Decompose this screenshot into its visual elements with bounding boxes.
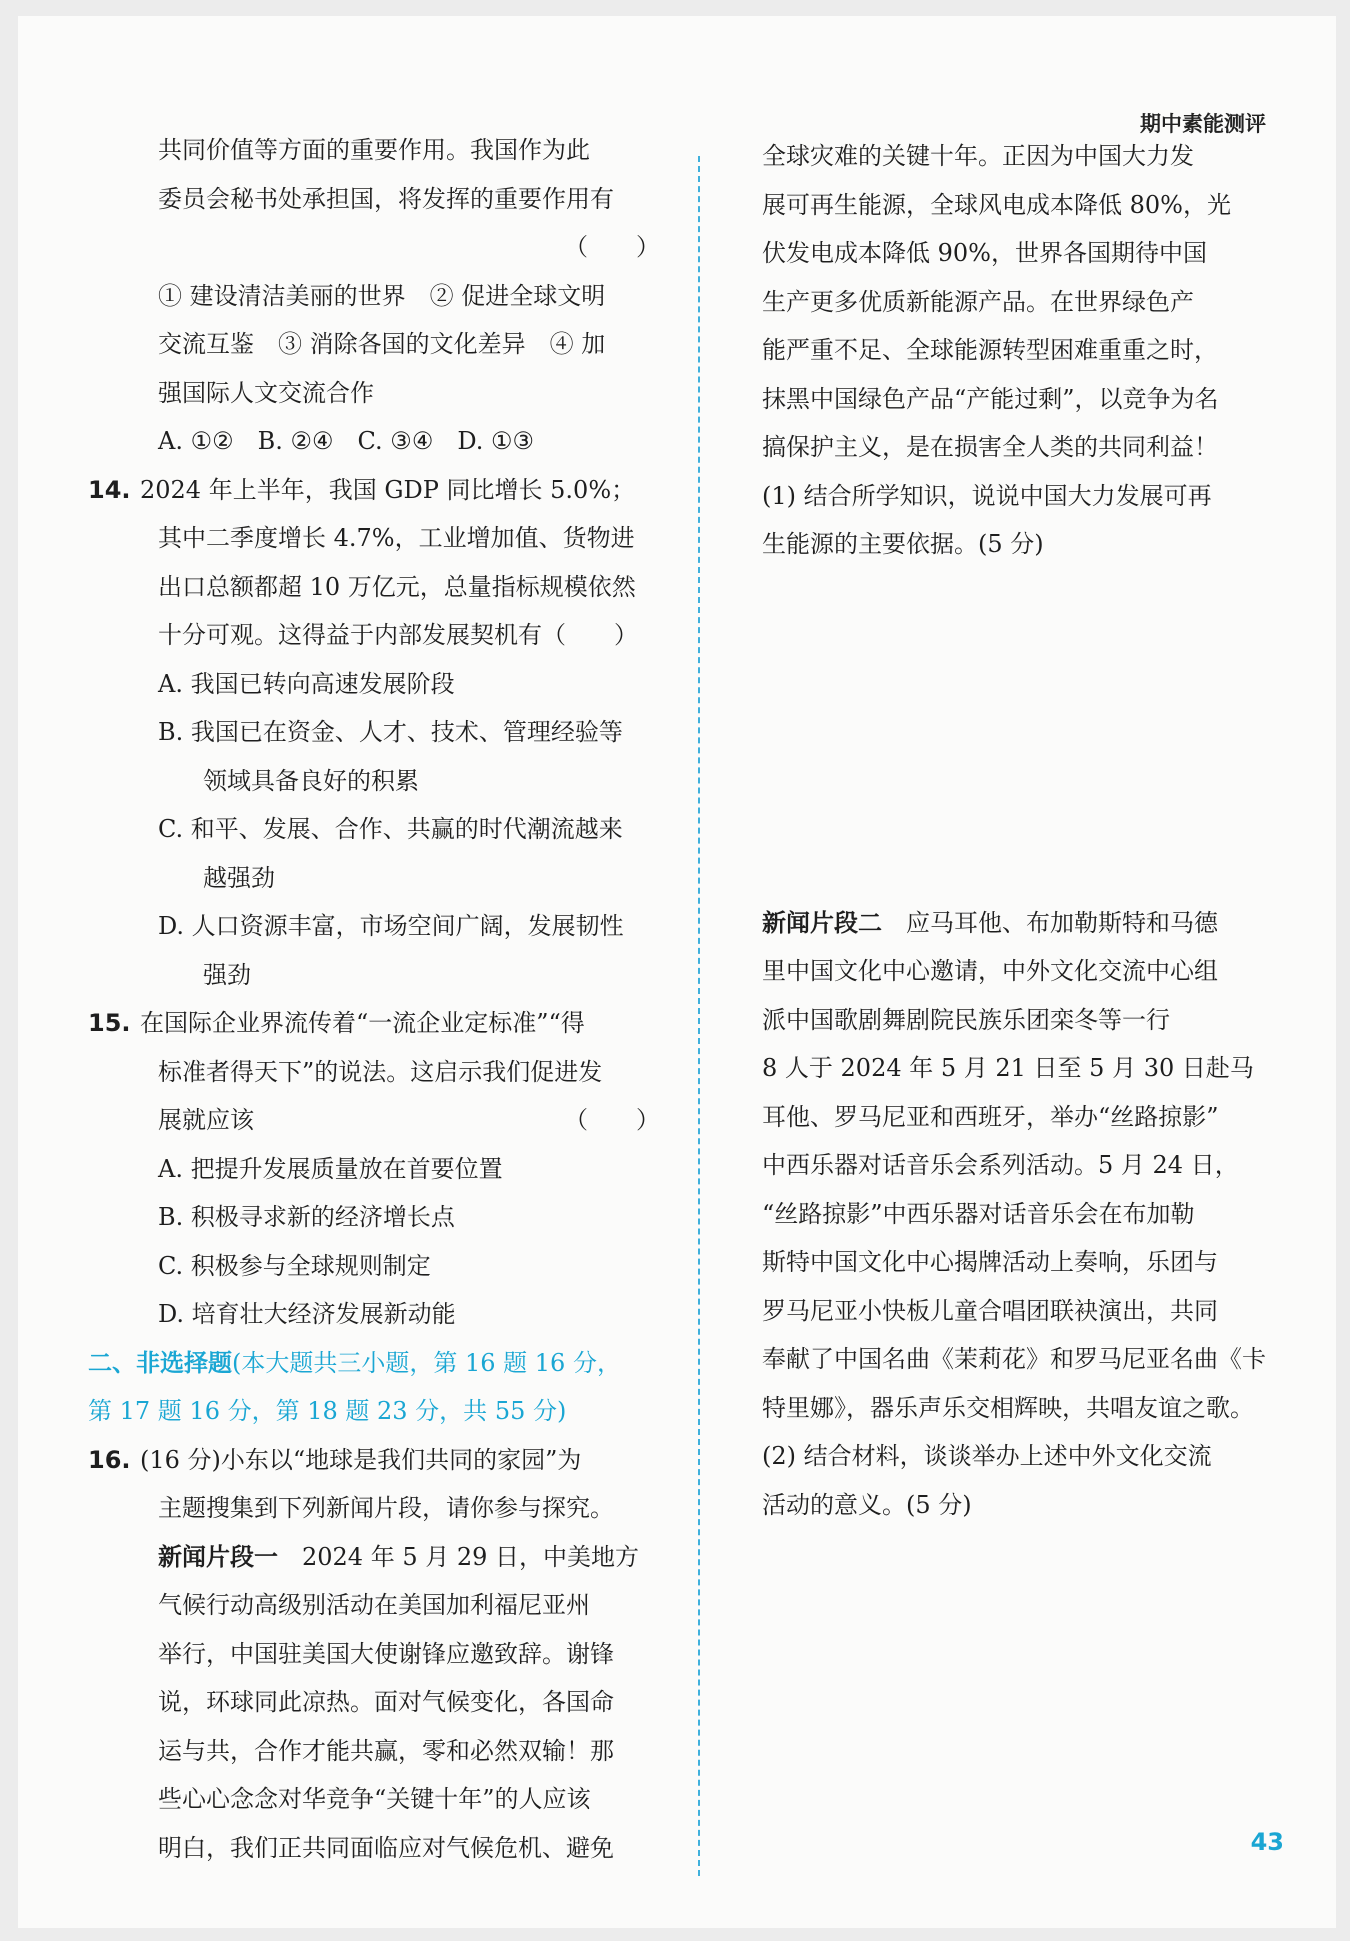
news-2 [762, 899, 1302, 1433]
answer-parentheses: （ ） [564, 233, 660, 261]
text-line: 展就应该 [158, 1106, 254, 1134]
text-line: 8 人于 2024 年 5 月 21 日至 5 月 30 日赴马 [762, 1054, 1254, 1082]
text-line: 明白，我们正共同面临应对气候危机、避免 [158, 1833, 614, 1862]
page-header: 期中素能测评 [1140, 112, 1266, 136]
option-b-cont: 领域具备良好的积累 [203, 766, 419, 795]
q13-options: A. ①② B. ②④ C. ③④ D. ①③ [158, 427, 535, 455]
question-16 [88, 1436, 678, 1873]
text-line: 派中国歌剧舞剧院民族乐团栾冬等一行 [762, 1005, 1170, 1034]
right-column [762, 132, 1302, 1529]
text-line: 气候行动高级别活动在美国加利福尼亚州 [158, 1591, 590, 1619]
answer-parentheses: （ ） [564, 1106, 660, 1134]
text-line: 中西乐器对话音乐会系列活动。5 月 24 日， [762, 1151, 1239, 1179]
option-c: C. 和平、发展、合作、共赢的时代潮流越来 [158, 815, 623, 843]
sub-question-2 [762, 1432, 1302, 1529]
text-line: 交流互鉴 ③ 消除各国的文化差异 ④ 加 [158, 330, 606, 358]
left-column [88, 126, 678, 1872]
news1-continuation [762, 132, 1302, 472]
section-note-cont: 第 17 题 16 分，第 18 题 23 分，共 55 分) [88, 1397, 567, 1425]
text-line: 特里娜》，器乐声乐交相辉映，共唱友谊之歌。 [762, 1393, 1254, 1422]
section-title: 二、非选择题 [88, 1348, 232, 1377]
q13-continuation [88, 126, 678, 466]
text-line: “丝路掠影”中西乐器对话音乐会在布加勒 [762, 1199, 1195, 1228]
text-line: (16 分)小东以“地球是我们共同的家园”为 [140, 1445, 582, 1474]
text-line: 斯特中国文化中心揭牌活动上奏响，乐团与 [762, 1248, 1218, 1276]
text-line: 伏发电成本降低 90%，世界各国期待中国 [762, 239, 1207, 267]
text-line: 十分可观。这得益于内部发展契机有（ ） [158, 621, 638, 649]
text-line: 应马耳他、布加勒斯特和马德 [906, 908, 1218, 937]
text-line: ① 建设清洁美丽的世界 ② 促进全球文明 [158, 281, 606, 310]
text-line: 2024 年 5 月 29 日，中美地方 [302, 1542, 640, 1571]
text-line: 耳他、罗马尼亚和西班牙，举办“丝路掠影” [762, 1102, 1219, 1131]
text-line: 出口总额都超 10 万亿元，总量指标规模依然 [158, 572, 636, 601]
text-line: 共同价值等方面的重要作用。我国作为此 [158, 136, 590, 164]
text-line: 抹黑中国绿色产品“产能过剩”，以竞争为名 [762, 384, 1219, 413]
text-line: 展可再生能源，全球风电成本降低 80%，光 [762, 190, 1231, 219]
text-line: 强国际人文交流合作 [158, 378, 374, 407]
section-note: (本大题共三小题，第 16 题 16 分， [232, 1348, 621, 1377]
option-a: A. 把提升发展质量放在首要位置 [158, 1154, 503, 1183]
text-line: 主题搜集到下列新闻片段，请你参与探究。 [158, 1494, 614, 1522]
text-line: 其中二季度增长 4.7%，工业增加值、货物进 [158, 524, 635, 552]
text-line: 举行，中国驻美国大使谢锋应邀致辞。谢锋 [158, 1639, 614, 1668]
option-b: B. 积极寻求新的经济增长点 [158, 1203, 455, 1231]
text-line: 生产更多优质新能源产品。在世界绿色产 [762, 287, 1194, 316]
news-label: 新闻片段一 [158, 1542, 278, 1571]
news-label: 新闻片段二 [762, 908, 882, 937]
option-d: D. 人口资源丰富，市场空间广阔，发展韧性 [158, 912, 624, 940]
option-b: B. 我国已在资金、人才、技术、管理经验等 [158, 718, 623, 746]
text-line: 生能源的主要依据。(5 分) [762, 530, 1044, 558]
text-line: 标准者得天下”的说法。这启示我们促进发 [158, 1057, 603, 1086]
text-line: (2) 结合材料，谈谈举办上述中外文化交流 [762, 1442, 1212, 1470]
document-page [18, 16, 1336, 1928]
text-line: 运与共，合作才能共赢，零和必然双输！那 [158, 1736, 614, 1765]
text-line: 些心心念念对华竞争“关键十年”的人应该 [158, 1785, 591, 1813]
text-line: 委员会秘书处承担国，将发挥的重要作用有 [158, 184, 614, 213]
text-line: 里中国文化中心邀请，中外文化交流中心组 [762, 957, 1218, 985]
answer-space-1 [762, 569, 1302, 899]
question-14 [88, 466, 678, 1000]
text-line: 活动的意义。(5 分) [762, 1490, 972, 1519]
question-number: 16. [88, 1445, 131, 1474]
text-line: 奉献了中国名曲《茉莉花》和罗马尼亚名曲《卡 [762, 1345, 1266, 1373]
text-line: 说，环球同此凉热。面对气候变化，各国命 [158, 1688, 614, 1716]
option-d: D. 培育壮大经济发展新动能 [158, 1300, 456, 1328]
option-c: C. 积极参与全球规则制定 [158, 1251, 431, 1280]
question-number: 14. [88, 475, 131, 504]
text-line: 全球灾难的关键十年。正因为中国大力发 [762, 142, 1194, 170]
text-line: 在国际企业界流传着“一流企业定标准”“得 [140, 1009, 585, 1037]
text-line: 能严重不足、全球能源转型困难重重之时， [762, 336, 1218, 364]
option-a: A. 我国已转向高速发展阶段 [158, 669, 455, 698]
text-line: 罗马尼亚小快板儿童合唱团联袂演出，共同 [762, 1296, 1218, 1325]
option-d-cont: 强劲 [203, 960, 251, 989]
section-2-heading [88, 1339, 678, 1436]
column-divider [698, 156, 700, 1876]
sub-question-1 [762, 472, 1302, 569]
text-line: (1) 结合所学知识，说说中国大力发展可再 [762, 481, 1212, 510]
text-line: 搞保护主义，是在损害全人类的共同利益！ [762, 433, 1218, 461]
page-number: 43 [1250, 1828, 1284, 1856]
option-c-cont: 越强劲 [203, 863, 275, 892]
question-15 [88, 999, 678, 1339]
text-line: 2024 年上半年，我国 GDP 同比增长 5.0%； [140, 475, 636, 504]
question-number: 15. [88, 1009, 131, 1037]
